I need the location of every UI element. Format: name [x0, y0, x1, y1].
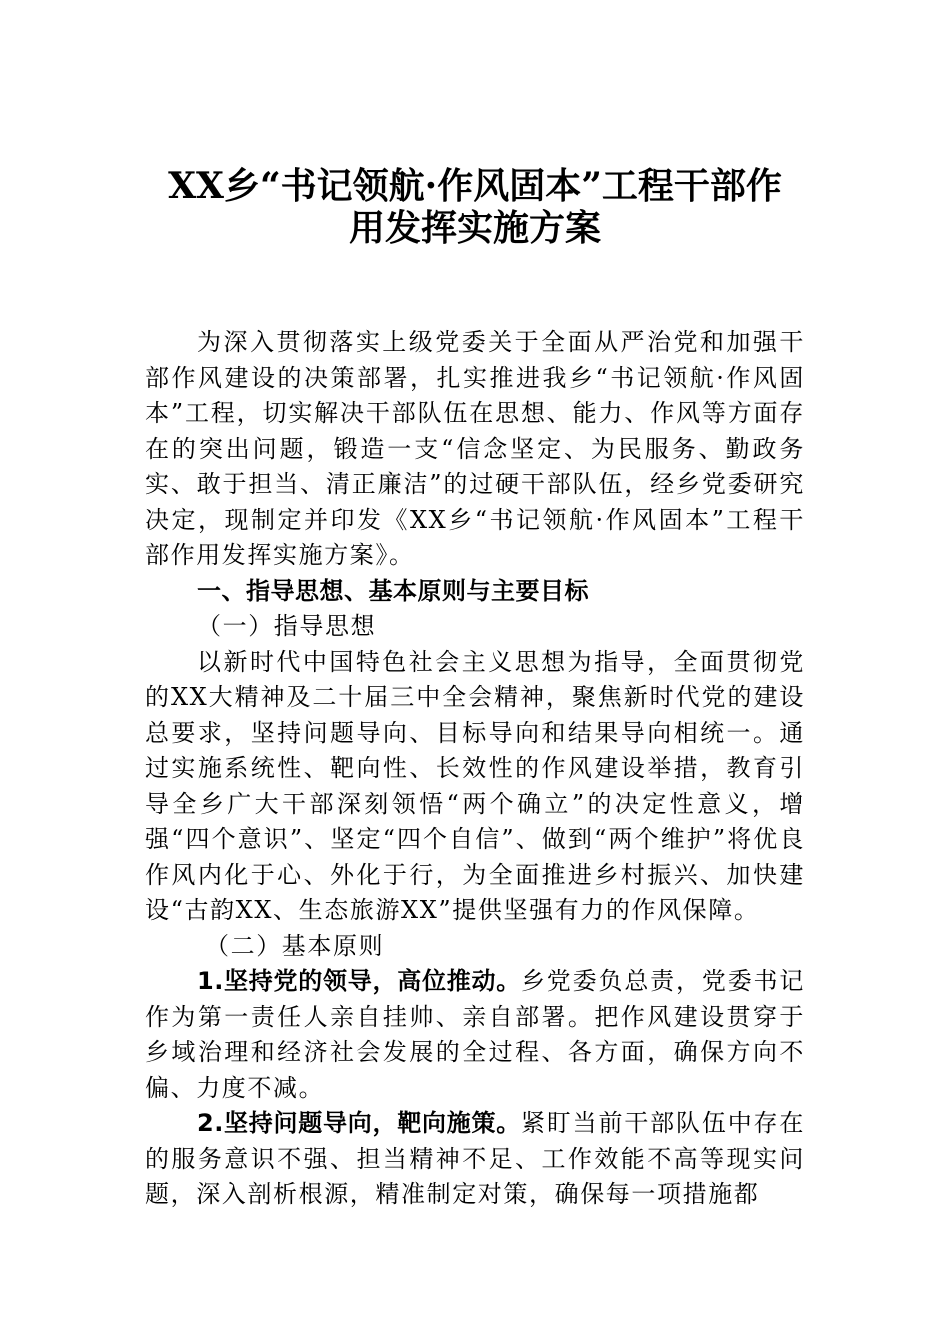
- principle-1-lead: 1.坚持党的领导，高位推动。: [197, 967, 521, 995]
- principle-2-lead: 2.坚持问题导向，靶向施策。: [197, 1109, 521, 1137]
- principle-1-paragraph: [145, 964, 805, 1106]
- principle-1-body: 乡党委负总责，党委书记作为第一责任人亲自挂帅、亲自部署。把作风建设贯穿于乡域治理和经济社会发展的全过程、各方面，确保方向不偏、力度不减。: [145, 967, 805, 1102]
- document-title-line-2: 用发挥实施方案: [348, 207, 601, 249]
- subsection-heading-guiding-thought: （一）指导思想: [197, 612, 377, 640]
- guiding-thought-paragraph: 以新时代中国特色社会主义思想为指导，全面贯彻党的XX大精神及二十届三中全会精神，聚焦新时代党的建设总要求，坚持问题导向、目标导向和结果导向相统一。通过实施系统性、靶向性、长效性的作风建设举措，教育引导全乡广大干部深刻领悟“两个确立”的决定性意义，增强“四个意识”、坚定“四个自信”、做到“两个维护”将优良作风内化于心、外化于行，为全面推进乡村振兴、加快建设“古韵XX、生态旅游XX”提供坚强有力的作风保障。: [145, 647, 805, 924]
- subsection-heading-basic-principles: （二）基本原则: [205, 931, 385, 960]
- document-body: [145, 325, 805, 1213]
- document-title-line-1: XX乡“书记领航·作风固本”工程干部作: [168, 165, 782, 207]
- principle-2-paragraph: [145, 1106, 805, 1213]
- principle-2-body: 紧盯当前干部队伍中存在的服务意识不强、担当精神不足、工作效能不高等现实问题，深入剖析根源，精准制定对策，确保每一项措施都: [145, 1109, 805, 1208]
- section-heading-1: 一、指导思想、基本原则与主要目标: [197, 576, 589, 605]
- intro-paragraph: 为深入贯彻落实上级党委关于全面从严治党和加强干部作风建设的决策部署，扎实推进我乡“书记领航·作风固本”工程，切实解决干部队伍在思想、能力、作风等方面存在的突出问题，锻造一支“信念坚定、为民服务、勤政务实、敢于担当、清正廉洁”的过硬干部队伍，经乡党委研究决定，现制定并印发《XX乡“书记领航·作风固本”工程干部作用发挥实施方案》。: [145, 328, 805, 569]
